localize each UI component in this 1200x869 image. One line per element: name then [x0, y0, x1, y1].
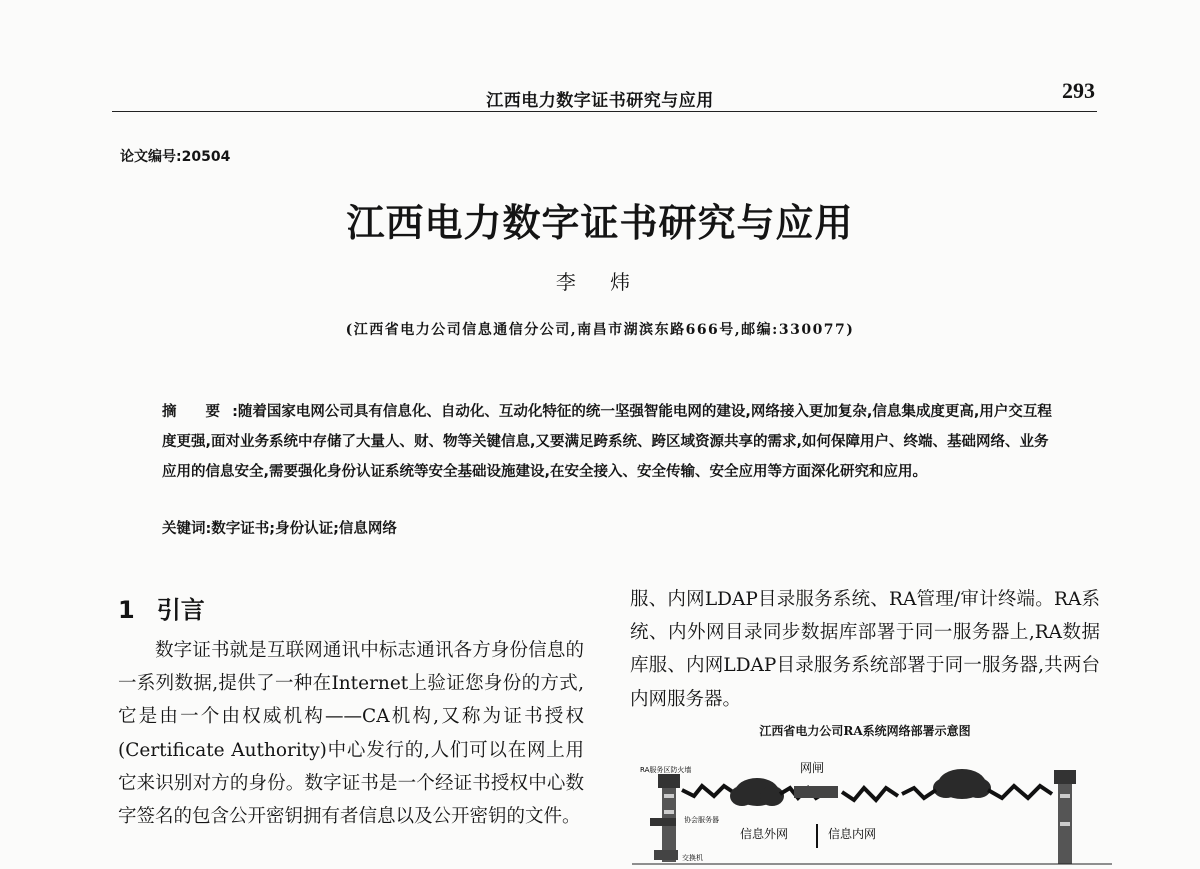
- server-small-label: 协会服务器: [684, 816, 719, 824]
- right-server-tower-icon: [1054, 770, 1076, 864]
- switch-label: 交换机: [682, 854, 703, 862]
- link-far-right-icon: [988, 786, 1052, 798]
- section-number: 1: [118, 596, 135, 624]
- keywords: [162, 517, 397, 538]
- internet-cloud-left-icon: [730, 778, 784, 806]
- keywords-label: 关键词: [162, 521, 206, 537]
- intranet-label: 信息内网: [828, 827, 877, 841]
- section-title: 引言: [156, 596, 205, 624]
- affiliation: (江西省电力公司信息通信分公司,南昌市湖滨东路666号,邮编:330077): [345, 322, 855, 338]
- gateway-device-icon: [794, 786, 838, 798]
- body-left-column: 数字证书就是互联网通讯中标志通讯各方身份信息的一系列数据,提供了一种在Internet上验证您身份的方式,它是由一个由权威机构——CA机构,又称为证书授权(Certificate Authority)中心发行的,人们可以在网上用它来识别对方的身份。数字证书是一个经证书授权中心数字签名的包含公开密钥拥有者信息以及公开密钥的文件。: [118, 640, 584, 828]
- paper-id: 论文编号:20504: [120, 149, 231, 165]
- figure-title: 江西省电力公司RA系统网络部署示意图: [759, 724, 971, 738]
- network-diagram-svg: [632, 750, 1112, 865]
- firewall-label: RA服务区防火墙: [640, 766, 692, 774]
- abstract: [162, 397, 1052, 487]
- paper-title: 江西电力数字证书研究与应用: [346, 201, 854, 245]
- abstract-text: :随着国家电网公司具有信息化、自动化、互动化特征的统一坚强智能电网的建设,网络接入更加复杂,信息集成度更高,用户交互程度更强,面对业务系统中存储了大量人、财、物等关键信息,又要满足跨系统、跨区域资源共享的需求,如何保障用户、终端、基础网络、业务应用的信息安全,需要强化身份认证系统等安全基础设施建设,在安全接入、安全传输、安全应用等方面深化研究和应用。: [162, 404, 1052, 480]
- switch-device-icon: [654, 850, 678, 860]
- body-right-column: 服、内网LDAP目录服务系统、RA管理/审计终端。RA系统、内外网目录同步数据库部署于同一服务器上,RA数据库服、内网LDAP目录服务系统部署于同一服务器,共两台内网服务器。: [630, 589, 1100, 710]
- page-number: 293: [1062, 78, 1095, 103]
- running-header-title: 江西电力数字证书研究与应用: [486, 91, 714, 111]
- link-left-icon: [682, 786, 736, 796]
- abstract-label: 摘 要: [162, 404, 233, 420]
- link-mid-right-icon: [842, 788, 898, 800]
- network-diagram: [632, 750, 1112, 865]
- author: 李 炜: [555, 270, 645, 294]
- link-right-icon: [902, 788, 936, 798]
- gateway-label: 网闸: [800, 761, 825, 775]
- internet-cloud-right-icon: [933, 769, 991, 799]
- section-heading: [118, 590, 205, 625]
- keywords-text: :数字证书;身份认证;信息网络: [205, 521, 397, 537]
- header-rule: [112, 111, 1097, 112]
- server-device-icon: [650, 818, 676, 826]
- extranet-label: 信息外网: [740, 827, 789, 841]
